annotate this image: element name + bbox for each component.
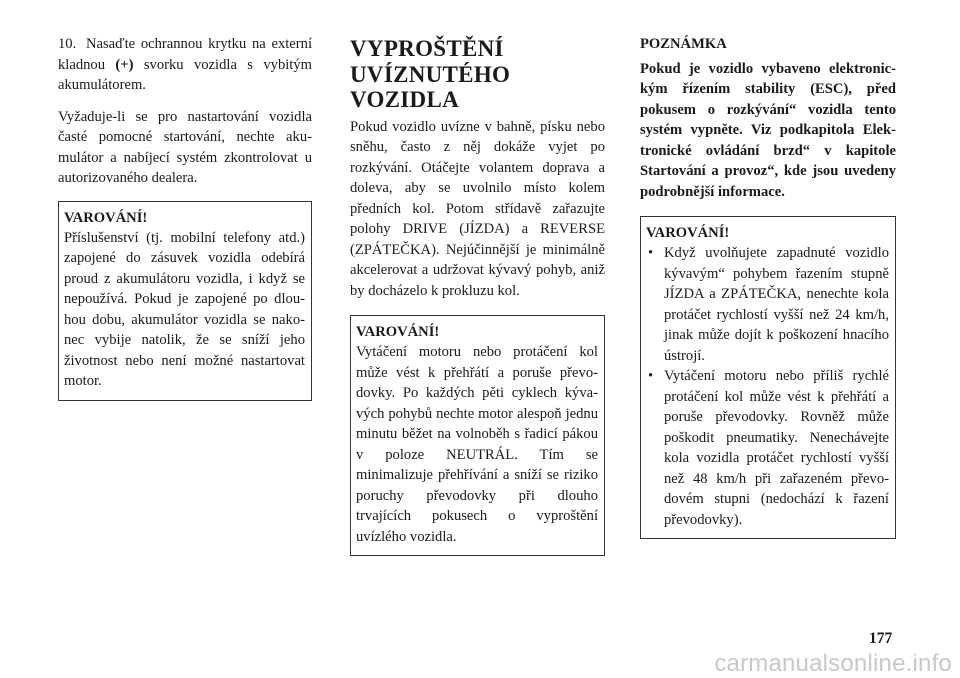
step-text-before: Nasaďte ochrannou krytku na externí kladnou — [58, 36, 312, 73]
warning-list-item — [646, 243, 889, 366]
warning-text: Příslušenství (tj. mobilní telefony atd.) zapojené do zásuvek vozidla odebírá proud z akumulátoru vozidla, i když se nepoužívá. Pokud je zapojené po dlouhou dobu, akumulátor vozidla se nakonec vybije natolik, že se sníží jeho životnost nebo není možné nastartovat motor. — [64, 229, 305, 389]
right-column — [640, 34, 896, 539]
bullet-icon: • — [648, 368, 654, 384]
warning-list — [646, 243, 889, 530]
step-10 — [58, 34, 312, 96]
warning-title: VAROVÁNÍ! — [64, 209, 148, 226]
warning-list-item — [646, 366, 889, 530]
section-heading: VYPROŠTĚNÍ UVÍZNUTÉHO VOZIDLA — [350, 36, 511, 112]
drivetrain-warning-box — [640, 216, 896, 539]
warning-item-text: Když uvolňujete zapadnuté vozidlo kývavým“ pohybem řazením stupně JÍZDA a ZPÁTEČKA, nenechte kola protáčet rychlostí vyšší než 24 km/h, jinak může dojít k poškození hnacího ústrojí. — [664, 245, 889, 364]
jump-start-paragraph: Vyžaduje-li se pro nastartování vozidla časté pomocné startování, nechte akumulátor a nabíjecí systém zkontrolovat u autorizovaného dealera. — [58, 108, 312, 186]
watermark: carmanualsonline.info — [714, 650, 952, 677]
warning-text: Vytáčení motoru nebo protáčení kol může vést k přehřátí a poruše převodovky. Po každých pěti cyklech kývavých pohybů nechte motor alespoň jednu minutu běžet na volnoběh s řadicí pákou v poloze NEUTRÁL. Tím se minimalizuje přehřívání a sníží se riziko poruchy převodovky při dlouho trvajících pokusech o vyproštění uvízlého vozidla. — [356, 344, 598, 545]
left-column — [58, 34, 312, 401]
accessory-warning-box — [58, 201, 312, 401]
freeing-vehicle-paragraph: Pokud vozidlo uvízne v bahně, písku nebo sněhu, často z něj dokáže vyjet po rozkývání. Otáčejte volantem doprava a doleva, aby se uvolnilo místo kolem předních kol. Potom střídavě zařazujte polohy DRIVE (JÍZDA) a REVERSE (ZPÁTEČKA). Nejúčinnější je minimálně akcelerovat a udržovat kývavý pohyb, aniž by docházelo k prokluzu kol. — [350, 118, 605, 299]
note-text: Pokud je vozidlo vybaveno elektronickým řízením stability (ESC), před pokusem o rozkývání“ vozidla tento systém vypněte. Viz podkapitola Elektronické ovládání brzd“ v kapitole Startování a provoz“, kde jsou uvedeny podrobnější informace. — [640, 60, 896, 200]
note-title: POZNÁMKA — [640, 36, 727, 52]
positive-terminal-label: (+) — [115, 56, 134, 73]
warning-title: VAROVÁNÍ! — [646, 225, 730, 241]
step-number: 10. — [58, 36, 77, 52]
bullet-icon: • — [648, 245, 654, 261]
rocking-warning-box — [350, 315, 605, 556]
warning-item-text: Vytáčení motoru nebo příliš rychlé protáčení kol může vést k přehřátí a poruše převodovky. Rovněž může poškodit pneumatiky. Nenechávejte kola vozidla protáčet rychlostí vyšší než 48 km/h při zařazeném převodovém stupni (nedochází k řazení převodovky). — [664, 368, 889, 528]
page-number: 177 — [869, 630, 893, 647]
middle-column — [350, 36, 605, 556]
step-text-after: svorku vozidla s vybitým akumulátorem. — [58, 56, 312, 93]
warning-title: VAROVÁNÍ! — [356, 324, 440, 340]
